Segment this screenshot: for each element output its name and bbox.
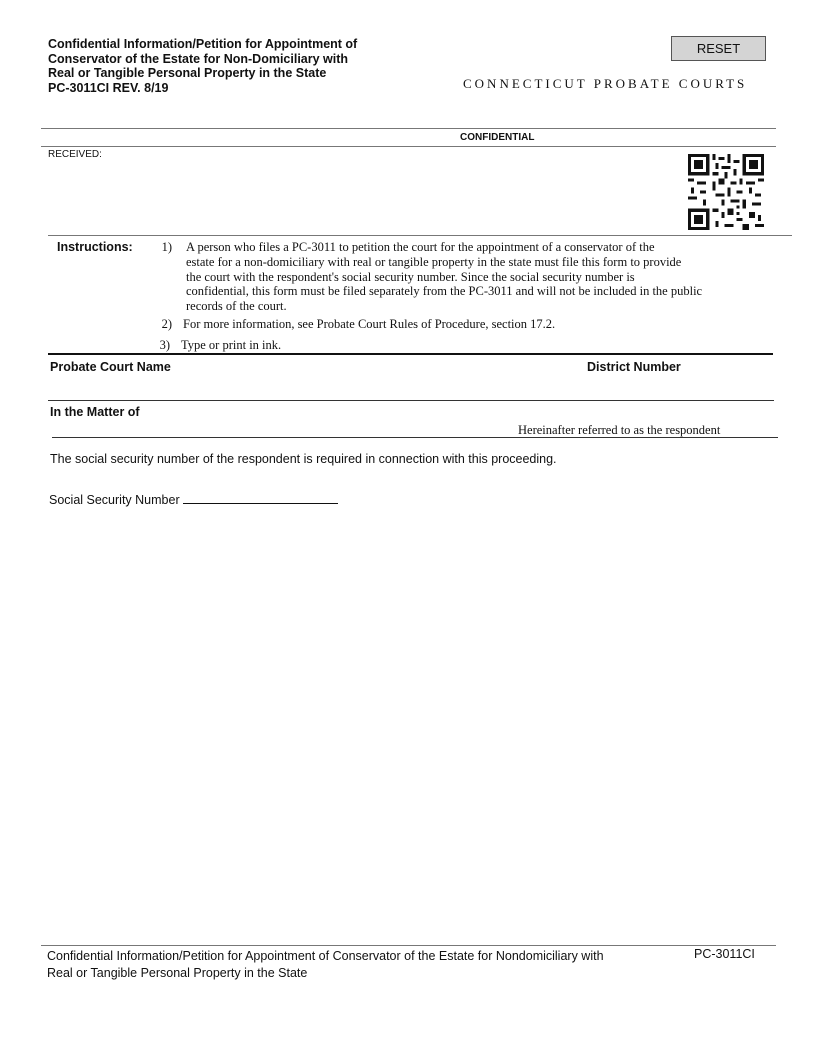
probate-court-name-label: Probate Court Name bbox=[50, 360, 171, 374]
title-line: Conservator of the Estate for Non-Domiciliary with bbox=[48, 51, 349, 66]
received-label: RECEIVED: bbox=[48, 149, 102, 160]
instruction-line: A person who files a PC-3011 to petition the court for the appointment of a conservator of the bbox=[186, 240, 655, 254]
divider bbox=[41, 146, 776, 147]
field-line bbox=[48, 400, 774, 401]
instruction-number: 1) bbox=[161, 240, 172, 254]
instruction-2: For more information, see Probate Court Rules of Procedure, section 17.2. bbox=[183, 317, 556, 331]
divider bbox=[41, 128, 776, 129]
instruction-line: records of the court. bbox=[186, 299, 287, 314]
instruction-line: confidential, this form must be filed separately from the PC-3011 and will not be included in the public bbox=[186, 284, 703, 299]
footer-title bbox=[47, 948, 604, 982]
instruction-3: Type or print in ink. bbox=[181, 338, 282, 352]
ssn-statement: The social security number of the respondent is required in connection with this proceeding. bbox=[50, 452, 557, 466]
ssn-input[interactable] bbox=[183, 491, 338, 504]
section-divider bbox=[48, 353, 773, 355]
respondent-note: Hereinafter referred to as the respondent bbox=[518, 423, 721, 437]
instructions-label: Instructions: bbox=[57, 240, 133, 254]
divider bbox=[48, 235, 792, 236]
instruction-line: the court with the respondent's social security number. Since the social security number is bbox=[186, 269, 635, 284]
ssn-label: Social Security Number bbox=[49, 493, 180, 507]
footer-line: Confidential Information/Petition for Appointment of Conservator of the Estate for Nondomiciliary with bbox=[47, 949, 604, 963]
title-line: Confidential Information/Petition for Appointment of bbox=[48, 37, 358, 51]
footer-line: Real or Tangible Personal Property in the State bbox=[47, 966, 308, 980]
district-number-label: District Number bbox=[587, 360, 681, 374]
field-line bbox=[52, 437, 778, 438]
ssn-row bbox=[49, 491, 338, 507]
reset-button[interactable]: RESET bbox=[671, 36, 766, 61]
courts-heading: CONNECTICUT PROBATE COURTS bbox=[463, 76, 748, 91]
title-line: Real or Tangible Personal Property in the State bbox=[48, 66, 327, 80]
qr-code bbox=[688, 154, 764, 230]
instruction-number: 2) bbox=[161, 317, 172, 331]
instruction-number: 3) bbox=[159, 338, 170, 352]
footer-form-code: PC-3011CI bbox=[694, 947, 755, 961]
form-number-revision: PC-3011CI REV. 8/19 bbox=[48, 80, 169, 95]
in-the-matter-of-label: In the Matter of bbox=[50, 405, 140, 419]
instruction-1 bbox=[186, 240, 786, 314]
form-title bbox=[48, 37, 428, 95]
instruction-line: estate for a non-domiciliary with real or tangible property in the state must file this form to provide bbox=[186, 254, 682, 269]
footer-divider bbox=[41, 945, 776, 946]
confidential-label: CONFIDENTIAL bbox=[460, 132, 535, 143]
